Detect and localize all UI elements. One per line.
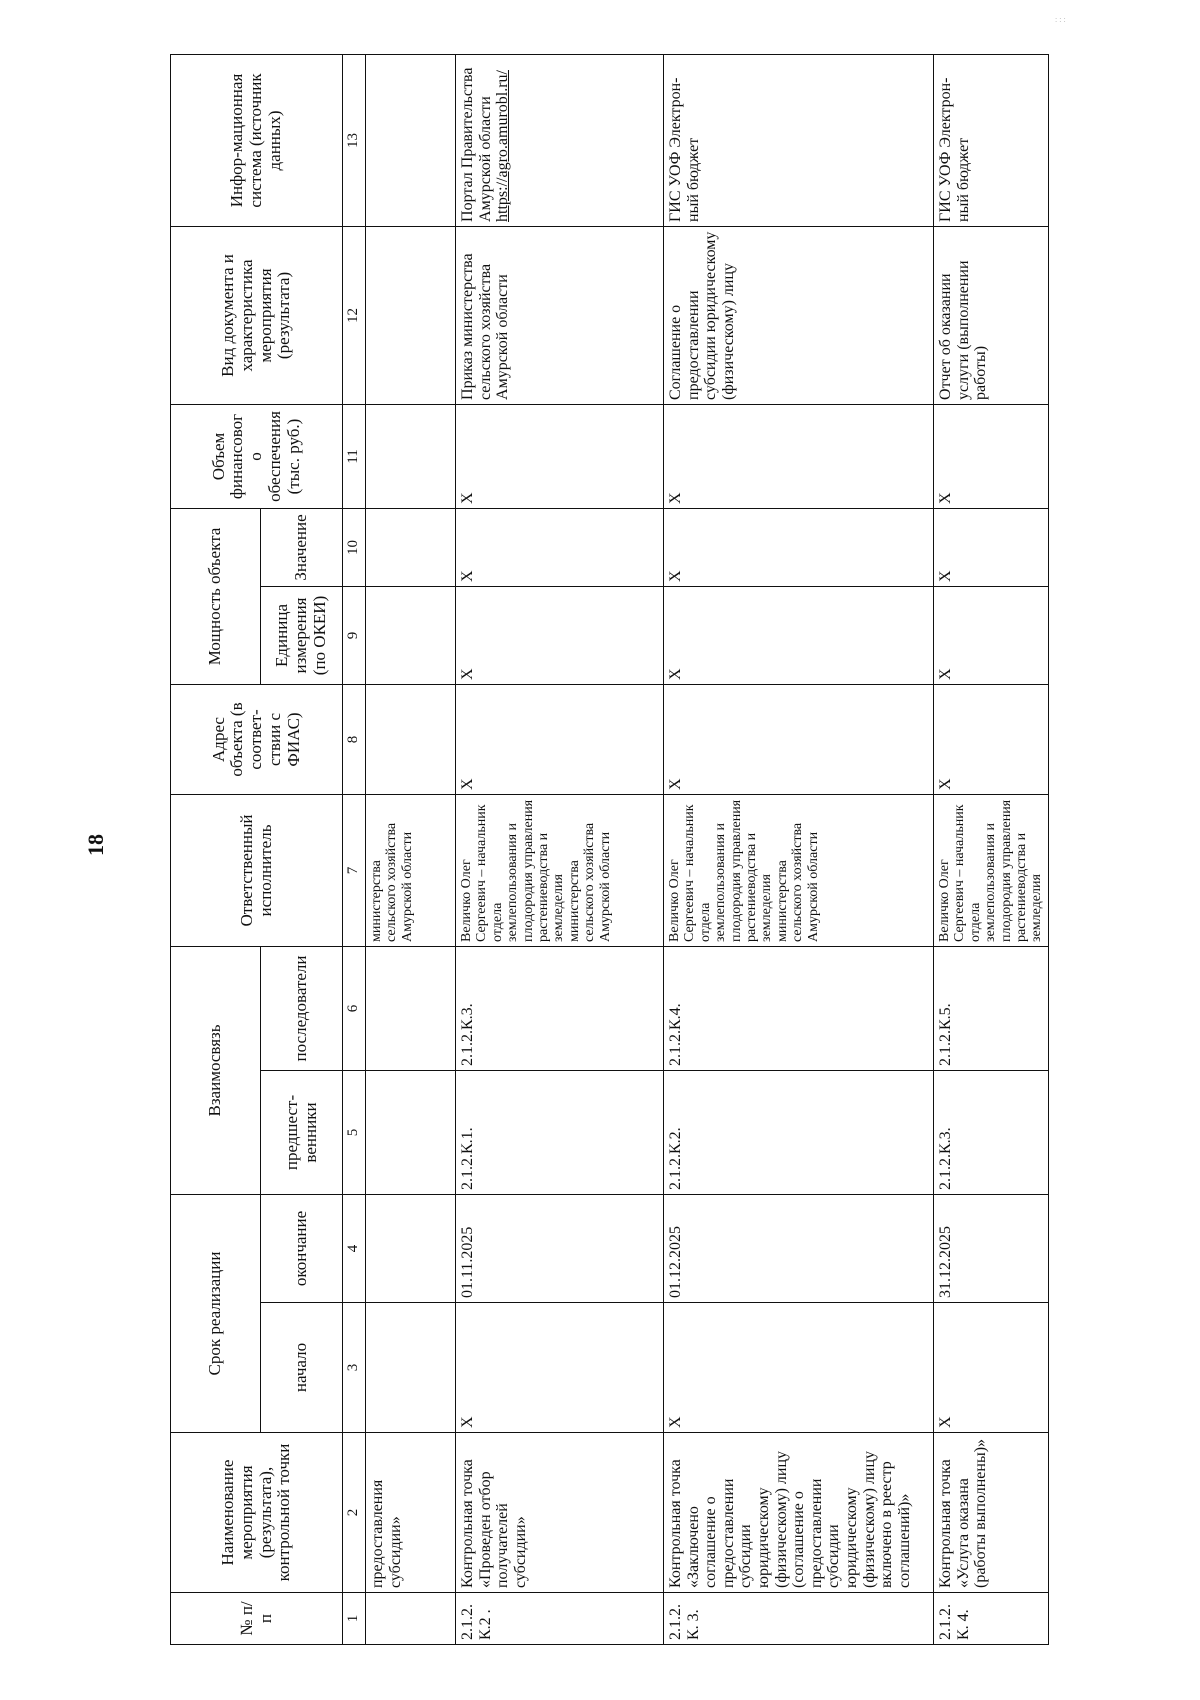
cell-finance: X (456, 404, 664, 508)
cell-responsible: Величко Олег Сергеевич – начальник отдела землепользования и плодородия управления растениеводства и земледелия министерства сельского хозяйства Амурской области (664, 794, 934, 946)
header-unit: Единица измерения (по ОКЕИ) (261, 586, 343, 684)
cell-name: Контрольная точка «Услуга оказана (работы выполнены)» (934, 1433, 1049, 1593)
cell-num: 2.1.2.К. 3. (664, 1593, 934, 1645)
cell-successors (366, 946, 456, 1070)
cell-num (366, 1593, 456, 1645)
col-number: 5 (343, 1071, 366, 1195)
cell-unit: X (456, 586, 664, 684)
cell-num: 2.1.2.К. 4. (934, 1593, 1049, 1645)
col-number: 11 (343, 404, 366, 508)
cell-unit (366, 586, 456, 684)
cell-address (366, 684, 456, 794)
col-number: 4 (343, 1195, 366, 1303)
events-table (170, 54, 1049, 1645)
info-system-text: Портал Правительства Амурской области (459, 67, 494, 222)
cell-predecessors (366, 1071, 456, 1195)
cell-end: 01.11.2025 (456, 1195, 664, 1303)
header-successors: последователи (261, 946, 343, 1070)
cell-value: X (456, 508, 664, 586)
scan-marks: : : : (1055, 15, 1066, 24)
rotated-table-wrapper (170, 55, 1170, 1645)
col-number: 12 (343, 226, 366, 404)
cell-successors: 2.1.2.К.5. (934, 946, 1049, 1070)
column-numbers-row (343, 54, 366, 1644)
col-number: 6 (343, 946, 366, 1070)
col-number: 13 (343, 54, 366, 226)
table-row (934, 54, 1049, 1644)
cell-value (366, 508, 456, 586)
header-relation: Взаимосвязь (171, 946, 261, 1194)
cell-address: X (456, 684, 664, 794)
table-row (456, 54, 664, 1644)
header-address: Адрес объекта (в соответ-ствии с ФИАС) (171, 684, 343, 794)
header-num: № п/п (171, 1593, 343, 1645)
cell-address: X (664, 684, 934, 794)
cell-predecessors: 2.1.2.К.1. (456, 1071, 664, 1195)
cell-name: Контрольная точка «Проведен отбор получателей субсидии» (456, 1433, 664, 1593)
header-info-system: Инфор-мационная система (источник данных) (171, 54, 343, 226)
header-responsible: Ответственный исполнитель (171, 794, 343, 946)
cell-end: 01.12.2025 (664, 1195, 934, 1303)
cell-successors: 2.1.2.К.3. (456, 946, 664, 1070)
header-term: Срок реализации (171, 1195, 261, 1433)
cell-start: X (456, 1303, 664, 1433)
table-row (664, 54, 934, 1644)
header-name: Наименование мероприятия (результата), контрольной точки (171, 1433, 343, 1593)
table-row (366, 54, 456, 1644)
cell-start (366, 1303, 456, 1433)
cell-unit: X (664, 586, 934, 684)
col-number: 1 (343, 1593, 366, 1645)
cell-document (366, 226, 456, 404)
col-number: 3 (343, 1303, 366, 1433)
header-finance: Объем финансовог о обеспечения (тыс. руб.) (171, 404, 343, 508)
cell-end: 31.12.2025 (934, 1195, 1049, 1303)
cell-responsible: министерства сельского хозяйства Амурской области (366, 794, 456, 946)
cell-responsible: Величко Олег Сергеевич – начальник отдела землепользования и плодородия управления растениеводства и земледелия (934, 794, 1049, 946)
cell-document: Приказ министерства сельского хозяйства Амурской области (456, 226, 664, 404)
cell-finance (366, 404, 456, 508)
cell-document: Отчет об оказании услуги (выполнении работы) (934, 226, 1049, 404)
header-predecessors: предшест-венники (261, 1071, 343, 1195)
col-number: 9 (343, 586, 366, 684)
info-system-link[interactable]: https://agro.amurobl.ru/ (494, 70, 512, 222)
cell-value: X (664, 508, 934, 586)
header-end: окончание (261, 1195, 343, 1303)
cell-predecessors: 2.1.2.К.2. (664, 1071, 934, 1195)
header-document: Вид документа и характеристика мероприятия (результата) (171, 226, 343, 404)
header-start: начало (261, 1303, 343, 1433)
col-number: 2 (343, 1433, 366, 1593)
cell-info-system (456, 54, 664, 226)
cell-name: Контрольная точка «Заключено соглашение о предоставлении субсидии юридическому (физическому) лицу (соглашение о предоставлении субсидии юридическому (физическому) лицу включено в реестр соглашений)» (664, 1433, 934, 1593)
col-number: 7 (343, 794, 366, 946)
cell-finance: X (664, 404, 934, 508)
col-number: 10 (343, 508, 366, 586)
cell-info-system (366, 54, 456, 226)
col-number: 8 (343, 684, 366, 794)
header-capacity: Мощность объекта (171, 508, 261, 684)
header-value: Значение (261, 508, 343, 586)
cell-info-system: ГИС УОФ Электрон-ный бюджет (664, 54, 934, 226)
cell-start: X (934, 1303, 1049, 1433)
cell-num: 2.1.2.К.2 . (456, 1593, 664, 1645)
cell-document: Соглашение о предоставлении субсидии юридическому (физическому) лицу (664, 226, 934, 404)
cell-name: предоставления субсидии» (366, 1433, 456, 1593)
cell-value: X (934, 508, 1049, 586)
cell-end (366, 1195, 456, 1303)
cell-start: X (664, 1303, 934, 1433)
cell-unit: X (934, 586, 1049, 684)
cell-address: X (934, 684, 1049, 794)
cell-responsible: Величко Олег Сергеевич – начальник отдела землепользования и плодородия управления растениеводства и земледелия министерства сельского хозяйства Амурской области (456, 794, 664, 946)
cell-info-system: ГИС УОФ Электрон-ный бюджет (934, 54, 1049, 226)
cell-finance: X (934, 404, 1049, 508)
cell-successors: 2.1.2.К.4. (664, 946, 934, 1070)
page-number: 18 (83, 834, 108, 856)
cell-predecessors: 2.1.2.К.3. (934, 1071, 1049, 1195)
